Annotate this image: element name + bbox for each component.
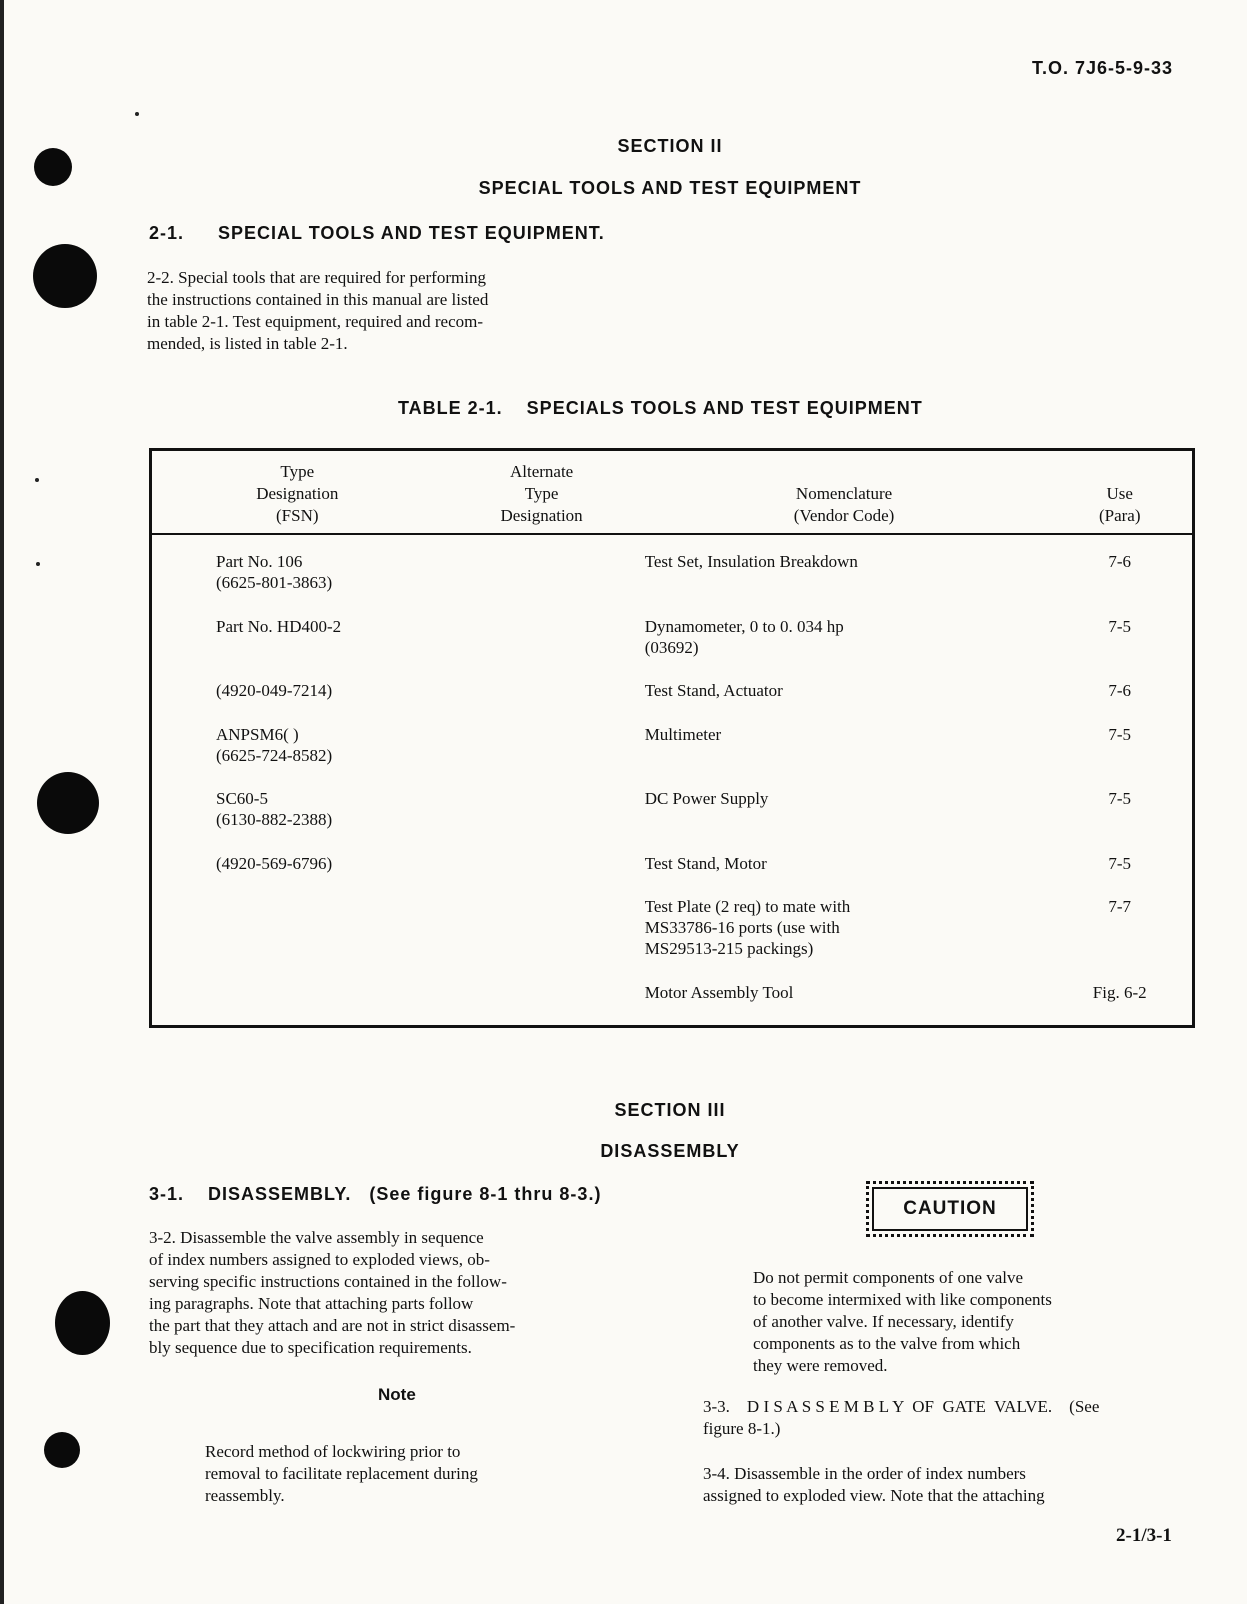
paragraph-line: serving specific instructions contained in the follow- (149, 1272, 507, 1291)
paragraph-line: figure 8-1.) (703, 1419, 781, 1438)
paragraph-line: the instructions contained in this manual are listed (147, 290, 489, 309)
table-row: Part No. HD400-2 Dynamometer, 0 to 0. 034 hp (03692) 7-5 (216, 616, 1132, 657)
paragraph-title: SPECIAL TOOLS AND TEST EQUIPMENT. (218, 223, 605, 243)
paragraph-number: 2-1. (149, 223, 185, 243)
paragraph-3-4 (703, 1463, 1197, 1507)
page-edge (0, 0, 4, 1604)
table-row: SC60-5 (6130-882-2388) DC Power Supply 7-5 (216, 789, 1132, 830)
paragraph-line: ing paragraphs. Note that attaching parts follow (149, 1294, 474, 1313)
binder-hole (55, 1291, 110, 1355)
section-heading: SECTION II (617, 136, 723, 156)
caution-line: components as to the valve from which (753, 1334, 1021, 1353)
table-row: Motor Assembly Tool Fig. 6-2 (644, 982, 1147, 1002)
caution-line: they were removed. (753, 1356, 888, 1375)
paragraph-line: in table 2-1. Test equipment, required and recom- (147, 312, 484, 331)
paragraph-2-2 (147, 267, 645, 355)
note-text (205, 1441, 597, 1507)
to-number: T.O. 7J6-5-9-33 (1032, 58, 1174, 78)
caution-text (753, 1267, 1145, 1377)
header-nomenclature: Nomenclature (Vendor Code) (641, 450, 1048, 535)
caution-label: CAUTION (903, 1198, 997, 1219)
header-alternate-type: Alternate Type Designation (443, 450, 641, 535)
header-use: Use (Para) (1047, 450, 1193, 535)
scan-speck (36, 562, 40, 566)
paragraph-line: mended, is listed in table 2-1. (147, 334, 348, 353)
paragraph-3-2 (149, 1227, 647, 1359)
tools-table (149, 448, 1195, 1028)
header-type-designation: Type Designation (FSN) (151, 450, 443, 535)
note-line: reassembly. (205, 1486, 285, 1505)
table-row: (4920-569-6796) Test Stand, Motor 7-5 (216, 853, 1132, 873)
paragraph-line: 2-2. Special tools that are required for performing (147, 268, 486, 287)
paragraph-3-1: 3-1. DISASSEMBLY. (See figure 8-1 thru 8-3.) (149, 1184, 602, 1204)
page-number: 2-1/3-1 (1116, 1525, 1172, 1546)
scan-speck (135, 112, 139, 116)
section-title: DISASSEMBLY (600, 1141, 740, 1161)
paragraph-line: 3-4. Disassemble in the order of index numbers (703, 1464, 1026, 1483)
binder-hole (37, 772, 99, 834)
paragraph-line: assigned to exploded view. Note that the attaching (703, 1486, 1045, 1505)
caution-box (866, 1181, 1034, 1237)
note-label: Note (378, 1385, 416, 1404)
paragraph-3-3 (703, 1396, 1197, 1440)
table-row: ANPSM6( ) (6625-724-8582) Multimeter 7-5 (216, 724, 1132, 765)
section-title: SPECIAL TOOLS AND TEST EQUIPMENT (478, 178, 862, 198)
binder-hole (44, 1432, 80, 1468)
caution-line: of another valve. If necessary, identify (753, 1312, 1014, 1331)
paragraph-line: bly sequence due to specification requirements. (149, 1338, 472, 1357)
table-row: (4920-049-7214) Test Stand, Actuator 7-6 (216, 681, 1132, 701)
caution-line: Do not permit components of one valve (753, 1268, 1024, 1287)
paragraph-line: 3-2. Disassemble the valve assembly in sequence (149, 1228, 484, 1247)
note-line: Record method of lockwiring prior to (205, 1442, 461, 1461)
section-heading: SECTION III (614, 1100, 726, 1120)
table-header-row (151, 450, 1194, 535)
table-title: TABLE 2-1. SPECIALS TOOLS AND TEST EQUIPMENT (398, 398, 923, 418)
table-row: Part No. 106 (6625-801-3863) Test Set, Insulation Breakdown 7-6 (216, 552, 1132, 592)
paragraph-line: of index numbers assigned to exploded views, ob- (149, 1250, 490, 1269)
binder-hole (34, 148, 72, 186)
scan-speck (35, 478, 39, 482)
caution-line: to become intermixed with like components (753, 1290, 1052, 1309)
table-row: Test Plate (2 req) to mate with MS33786-16 ports (use with MS29513-215 packings) 7-7 (644, 896, 1132, 958)
paragraph-line: the part that they attach and are not in strict disassem- (149, 1316, 516, 1335)
paragraph-line: 3-3. D I S A S S E M B L Y OF GATE VALVE. (See (703, 1397, 1100, 1416)
binder-hole (33, 244, 97, 308)
note-line: removal to facilitate replacement during (205, 1464, 478, 1483)
